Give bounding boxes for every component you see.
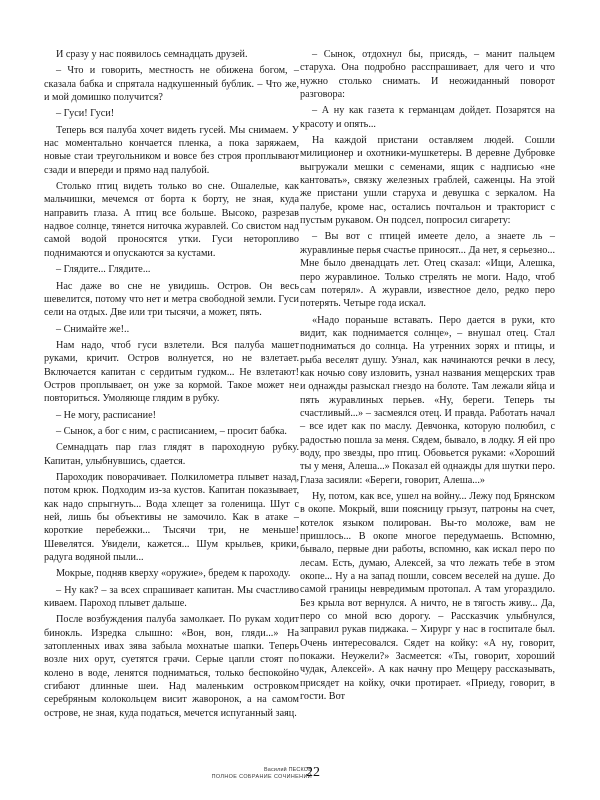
paragraph: Нас даже во сне не увидишь. Остров. Он весь шевелится, потому что нет и метра свободной земли. Гуси сели на отдых. Две или три тысячи, а может, пять.: [44, 280, 299, 319]
paragraph: Семнадцать пар глаз глядят в пароходную рубку. Капитан, улыбнувшись, сдается.: [44, 442, 299, 467]
book-title: ПОЛНОЕ СОБРАНИЕ СОЧИНЕНИЙ: [211, 774, 312, 780]
paragraph: – Что и говорить, местность не обижена богом, – сказала бабка и спрятала надкушенный бублик. – Что же, и мой домишко получится?: [44, 65, 299, 104]
paragraph: – Сынок, а бог с ним, с расписанием, – просит бабка.: [56, 425, 287, 437]
paragraph: – Вы вот с птицей имеете дело, а знаете ль – журавлиные перья счастье приносят... Да нет, я серьезно... Мне было двенадцать лет. Отец сказал: «Ищи, Алешка, перо журавлиное. Только стрелять не моги. Надо, чтоб сам потерял». А журавли, известное дело, редко перо потерять. Четыре года искал.: [300, 231, 555, 310]
paragraph: – А ну как газета к германцам дойдет. Позарятся на красоту и опять...: [300, 105, 555, 130]
right-text-column: [300, 48, 555, 707]
page-footer: [0, 763, 600, 793]
paragraph: – Снимайте же!..: [56, 323, 130, 335]
paragraph: И сразу у нас появилось семнадцать друзей.: [56, 49, 248, 60]
paragraph: После возбуждения палуба замолкает. По рукам ходит бинокль. Изредка слышно: «Вон, вон, гляди...» На затопленных ивах зява забыла мохнатые шапки. Теперь возле них орут, суетятся грачи. Серые цапли стоят по колено в воде, ленятся подниматься, только беспокойно сгибают длинные шеи. Над маленьким островком серебряным колокольцем висит жаворонок, а на самом острове, не зная, куда податься, мечется испуганный заяц.: [44, 614, 299, 719]
paragraph: «Надо пораньше вставать. Перо дается в руки, кто видит, как поднимается солнце», – внушал отец. Стал подниматься до солнца. На утренних зорях и птицы, и рыба веселят душу. Узнал, как начинаются речки в лесу, как ночью сову изловить, узнал названия мещерских трав и однажды разыскал гнездо на болоте. Там лежали яйца и пять журавлиных перьев. «Ну, береги. Теперь ты счастливый...» – засмеялся отец. И правда. Работать начал – все идет как по маслу. Девчонка, которую полюбил, с радостью пошла за меня. Сядем, бывало, в лодку. Я ей про воду, про звезды, про птиц. Обовьется руками: «Хороший ты у меня, Алеша...» Показал ей однажды для шутки перо. Глаза засияли: «Береги, говорит, Алеша...»: [300, 314, 555, 486]
paragraph: – Сынок, отдохнул бы, присядь, – манит пальцем старуха. Она подробно расспрашивает, для чего и что нужно столько снимать. И неожиданный поворот разговора:: [300, 49, 555, 101]
paragraph: На каждой пристани оставляем людей. Сошли милиционер и охотники-мушкетеры. В деревне Дубровке выгружали мешки с семенами, ящик с надписью «не кантовать», связку железных граблей, саженцы. На этой же пристани ушли старуха и девушка с зеркалом. На палубе, кроме нас, остались почтальон и тракторист с пустым рукавом. Он подсел, попросил сигарету:: [300, 135, 555, 227]
page-number: 22: [306, 765, 320, 780]
paragraph: Ну, потом, как все, ушел на войну... Лежу под Брянском в окопе. Мокрый, вши поясницу грызут, патроны на счет, котелок языком полирован. Вы-то моложе, вам не пришлось... В окопе многое передумаешь. Вспомню, бывало, первые дни работы, вспомню, как искал перо по лесам. Есть, думаю, Алексей, за что лежать тебе в этом окопе... Ну а на запад пошли, совсем веселей на душе. До самой границы невредимым протопал. А там угораздило. Без крыла вот вернулся. А ничто, не в тягость живу... Да, перо со мной всю дорогу. – Рассказчик улыбнулся, заправил рукав пиджака. – Хирург у нас в госпитале был. Очень интересовался. Сядет на койку: «А ну, говорит, покажи. Неужели?» Засмеется: «Ты, говорит, хороший чудак, Алексей». А как начну про Мещеру рассказывать, присядет на койку, очки протирает. «Приеду, говорит, в гости. Вот: [300, 491, 555, 703]
paragraph: – Ну как? – за всех спрашивает капитан. Мы счастливо киваем. Пароход плывет дальше.: [44, 584, 299, 610]
paragraph: Мокрые, подняв кверху «оружие», бредем к пароходу.: [56, 568, 291, 580]
paragraph: – Глядите... Глядите...: [56, 264, 151, 276]
paragraph: Столько птиц видеть только во сне. Ошалелые, как мальчишки, мечемся от борта к борту, не зная, куда направить глаза. А птиц все больше. Высоко, разрезав надвое солнце, тянется ниточка журавлей. Со свистом над самой водой проносятся утки. Гуси неторопливо поднимаются и опускаются за кустами.: [44, 181, 299, 259]
paragraph: Нам надо, чтоб гуси взлетели. Вся палуба машет руками, кричит. Остров волнуется, но не взлетает. Включается капитан с сердитым гудком... Не взлетают! Остров проплывает, он уже за кормой. Такое может не повториться. Умоляюще глядим в рубку.: [44, 339, 299, 405]
paragraph: Пароходик поворачивает. Полкилометра плывет назад, потом крюк. Подходим из-за кустов. Капитан показывает, как надо спрыгнуть... Вода хлещет за голенища. Шут с ней, лишь бы объективы не замочило. Как в атаке – короткие перебежки... Тысячи три, не меньше! Шевелятся. Увидели, кажется... Шум крыльев, крики, радуга водяной пыли...: [44, 471, 299, 564]
paragraph: – Не могу, расписание!: [56, 409, 156, 421]
paragraph: – Гуси! Гуси!: [56, 108, 115, 120]
author-name: Василий ПЕСКОВ: [264, 767, 312, 773]
running-footer-credit: [200, 767, 312, 781]
left-text-column: [44, 48, 299, 723]
paragraph: Теперь вся палуба хочет видеть гусей. Мы снимаем. У нас моментально кончается пленка, а пока заряжаем, новые стаи треугольником и вовсе без строя проплывают сзади и впереди и прямо над палубой.: [44, 124, 299, 176]
